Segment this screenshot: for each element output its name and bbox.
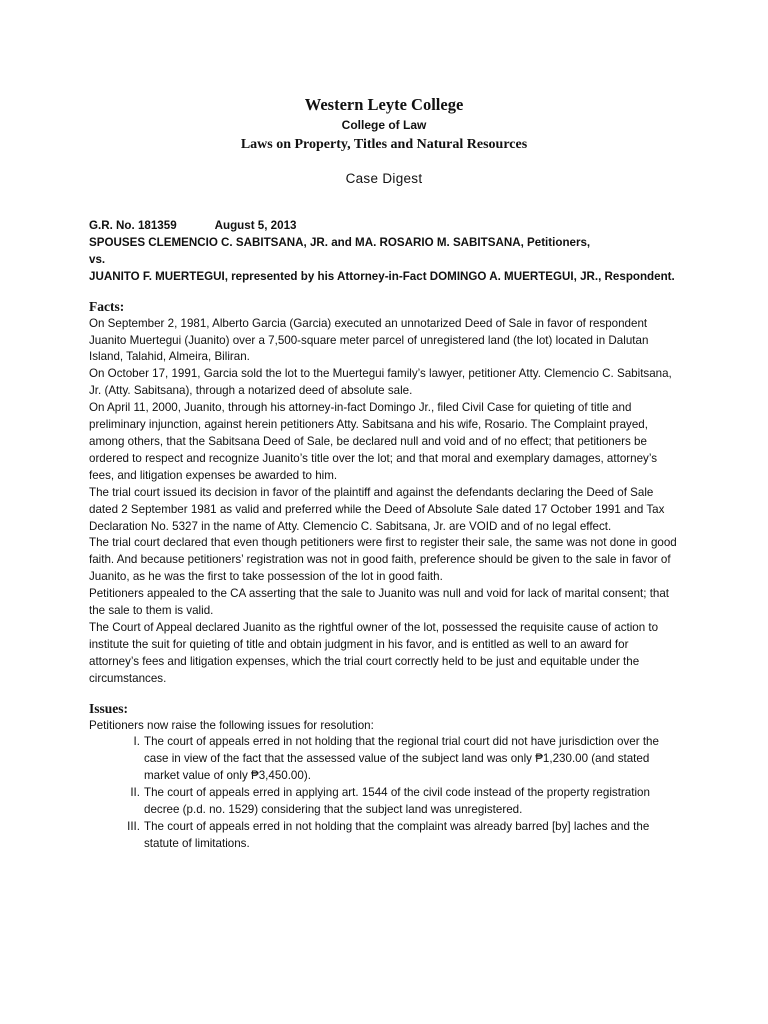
issue-text: The court of appeals erred in not holding that the complaint was already barred [by] laches and the statute of limitations. — [144, 820, 650, 850]
facts-paragraph: The Court of Appeal declared Juanito as the rightful owner of the lot, possessed the requisite cause of action to institute the suit for quieting of title and obtain judgment in his favor, and is entitled as well to an award for attorney’s fees and litigation expenses, which the trial court correctly held to be just and equitable under the circumstances. — [89, 620, 659, 685]
school-name: Western Leyte College — [304, 95, 464, 114]
list-item — [89, 819, 679, 853]
facts-paragraph: On April 11, 2000, Juanito, through his attorney-in-fact Domingo Jr., filed Civil Case for quieting of title and preliminary injunction, against herein petitioners Atty. Sabitsana and his wife, Rosario. The Complaint prayed, among others, that the Sabitsana Deed of Sale, be declared null and void and of no effect; that petitioners be ordered to respect and recognize Juanito’s title over the lot; and that moral and exemplary damages, attorney’s fees, and litigation expenses be awarded to him. — [89, 401, 657, 482]
course-title: Laws on Property, Titles and Natural Resources — [240, 137, 528, 152]
list-item — [89, 785, 679, 819]
decision-date: August 5, 2013 — [214, 219, 297, 232]
petitioners: SPOUSES CLEMENCIO C. SABITSANA, JR. and MA. ROSARIO M. SABITSANA, Petitioners, — [89, 235, 591, 249]
document-body — [89, 218, 679, 853]
document-header — [0, 94, 768, 188]
case-number-line — [89, 218, 679, 235]
issues-heading: Issues: — [89, 700, 129, 716]
facts-paragraph: Petitioners appealed to the CA asserting that the sale to Juanito was null and void for lack of marital consent; that the sale to them is valid. — [89, 587, 670, 618]
issues-intro: Petitioners now raise the following issues for resolution: — [89, 718, 374, 732]
facts-paragraph: The trial court declared that even though petitioners were first to register their sale, the same was not done in good faith. And because petitioners’ registration was not in good faith, preference should be given to the sale in favor of Juanito, as he was the first to take possession of the lot in good faith. — [89, 536, 677, 584]
versus: vs. — [89, 252, 106, 266]
facts-paragraph: On September 2, 1981, Alberto Garcia (Garcia) executed an unnotarized Deed of Sale in favor of respondent Juanito Muertegui (Juanito) over a 7,500-square meter parcel of unregistered land (the lot) located in Dalutan Island, Talahid, Almeira, Biliran. — [89, 316, 649, 364]
facts-paragraph: The trial court issued its decision in favor of the plaintiff and against the defendants declaring the Deed of Sale dated 2 September 1981 as valid and preferred while the Deed of Absolute Sale dated 17 October 1991 and Tax Declaration No. 5327 in the name of Atty. Clemencio C. Sabitsana, Jr. are VOID and of no legal effect. — [89, 485, 665, 533]
issue-text: The court of appeals erred in not holding that the regional trial court did not have jurisdiction over the case in view of the fact that the assessed value of the subject land was only ₱1,230.00 (and stated market value of only ₱3,450.00). — [144, 735, 659, 783]
document-type: Case Digest — [345, 171, 423, 186]
issue-number: I. — [133, 735, 140, 749]
college-name: College of Law — [341, 118, 427, 132]
gr-number: G.R. No. 181359 — [89, 219, 177, 232]
list-item — [89, 734, 679, 785]
facts-paragraph: On October 17, 1991, Garcia sold the lot to the Muertegui family’s lawyer, petitioner Atty. Clemencio C. Sabitsana, Jr. (Atty. Sabitsana), through a notarized deed of absolute sale. — [89, 367, 672, 398]
issue-number: II. — [130, 786, 140, 800]
respondent: JUANITO F. MUERTEGUI, represented by his Attorney-in-Fact DOMINGO A. MUERTEGUI, JR., Respondent. — [89, 269, 675, 283]
facts-heading: Facts: — [89, 298, 125, 314]
issues-list — [89, 734, 679, 852]
issue-number: III. — [127, 820, 140, 833]
issue-text: The court of appeals erred in applying art. 1544 of the civil code instead of the property registration decree (p.d. no. 1529) considering that the subject land was unregistered. — [144, 786, 650, 817]
